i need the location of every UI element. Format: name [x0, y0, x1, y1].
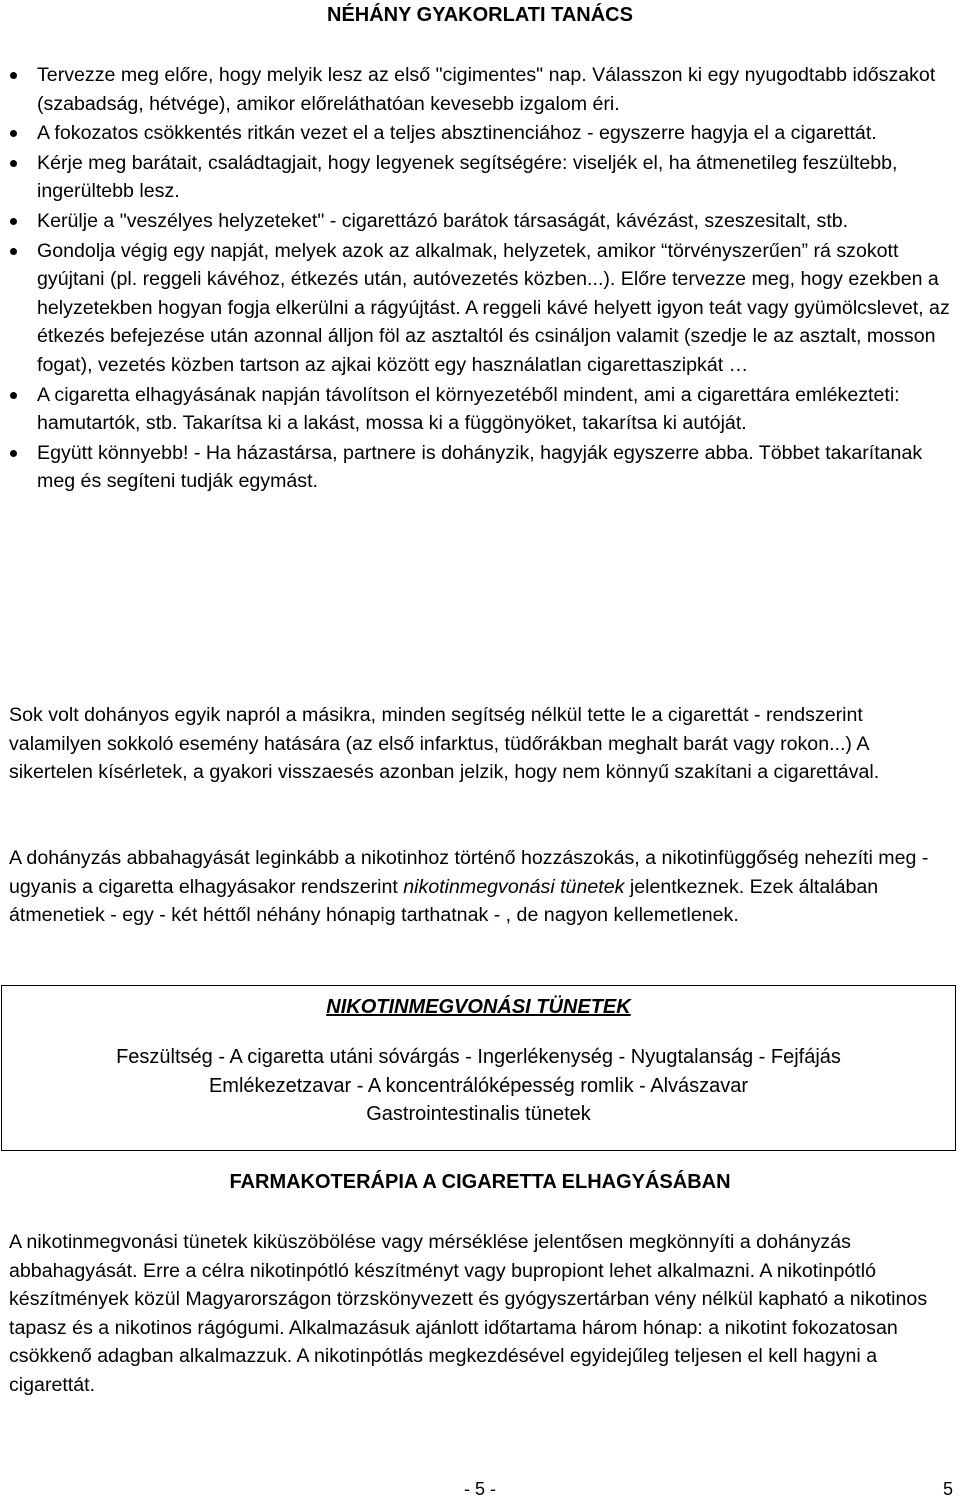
section-heading: FARMAKOTERÁPIA A CIGARETTA ELHAGYÁSÁBAN	[229, 1171, 731, 1193]
paragraph-quitting: Sok volt dohányos egyik napról a másikra, minden segítség nélkül tette le a cigarettát - rendszerint valamilyen sokkoló esemény hatására (az első infarktus, tüdőrákban meghalt barát vagy rokon...) A sikertelen kísérletek, a gyakori visszaesés azonban jelzik, hogy nem könnyű szakítani a cigarettával.	[9, 704, 880, 784]
bullet-icon	[10, 72, 17, 79]
page-title: NÉHÁNY GYAKORLATI TANÁCS	[327, 4, 633, 26]
bullet-icon	[10, 450, 17, 457]
tip-text: Kerülje a "veszélyes helyzeteket" - cigarettázó barátok társaságát, kávézást, szeszesitalt, stb.	[37, 209, 849, 232]
emphasized-term: nikotinmegvonási tünetek	[403, 875, 625, 898]
tip-text: A fokozatos csökkentés ritkán vezet el a teljes absztinenciához - egyszerre hagyja el a cigarettát.	[37, 122, 877, 145]
bullet-icon	[10, 160, 17, 167]
bullet-icon	[10, 392, 17, 399]
list-item	[0, 61, 960, 118]
symptom-line: Gastrointestinalis tünetek	[366, 1103, 591, 1125]
symptom-line: Feszültség - A cigaretta utáni sóvárgás - Ingerlékenység - Nyugtalanság - Fejfájás	[116, 1046, 841, 1068]
tip-text: Együtt könnyebb! - Ha házastársa, partnere is dohányzik, hagyják egyszerre abba. Többet takarítanak meg és segíteni tudják egymást.	[37, 441, 923, 493]
tip-text: A cigaretta elhagyásának napján távolítson el környezetéből mindent, ami a cigarettára emlékezteti: hamutartók, stb. Takarítsa ki a lakást, mossa ki a függönyöket, takarítsa ki autóját.	[37, 383, 900, 435]
paragraph-dependence	[9, 844, 955, 930]
paragraph-text: A dohányzás abbahagyását leginkább a nikotinhoz történő hozzászokás, a nikotinfüggőség nehezíti meg - ugyanis a cigaretta elhagyásakor rendszerint	[9, 847, 929, 898]
paragraph-pharmacotherapy: A nikotinmegvonási tünetek kiküszöbölése vagy mérséklése jelentősen megkönnyíti a dohányzás abbahagyását. Erre a célra nikotinpótló készítményt vagy bupropiont lehet alkalmazni. A nikotinpótló készítmények közül Magyarországon törzskönyvezett és gyógyszertárban vény nélkül kapható a nikotinos tapasz és a nikotinos rágógumi. Alkalmazásuk ajánlott időtartama három hónap: a nikotint fokozatosan csökkenő adagban alkalmazzuk. A nikotinpótlás megkezdésével egyidejűleg teljesen el kell hagyni a cigarettát.	[9, 1231, 928, 1396]
box-title: NIKOTINMEGVONÁSI TÜNETEK	[326, 996, 631, 1018]
tips-list	[0, 61, 960, 497]
paragraph-text: jelentkeznek. Ezek általában átmenetiek - egy - két héttől néhány hónapig tarthatnak - , de nagyon kellemetlenek.	[9, 875, 879, 927]
list-item	[0, 381, 960, 438]
bullet-icon	[10, 248, 17, 255]
tip-text: Kérje meg barátait, családtagjait, hogy legyenek segítségére: viseljék el, ha átmenetileg feszültebb, ingerültebb lesz.	[37, 151, 898, 203]
page-number-center: - 5 -	[463, 1479, 496, 1499]
list-item	[0, 149, 960, 206]
list-item	[0, 237, 960, 380]
list-item	[0, 119, 960, 148]
symptom-lines	[2, 1043, 955, 1129]
withdrawal-symptoms-box	[1, 985, 956, 1151]
tip-text: Gondolja végig egy napját, melyek azok az alkalmak, helyzetek, amikor “törvényszerűen” rá szokott gyújtani (pl. reggeli kávéhoz, étkezés után, autóvezetés közben...). Előre tervezze meg, hogy ezekben a helyzetekben hogyan fogja elkerülni a rágyújtást. A reggeli kávé helyett igyon teát vagy gyümölcslevet, az étkezés befejezése után azonnal álljon föl az asztaltól és csináljon valamit (szedje le az asztalt, mosson fogat), vezetés közben tartson az ajkai között egy használatlan cigarettaszipkát …	[37, 239, 950, 376]
page-number-right: 5	[942, 1479, 953, 1499]
tip-text: Tervezze meg előre, hogy melyik lesz az első "cigimentes" nap. Válasszon ki egy nyugodtabb időszakot (szabadság, hétvége), amikor előreláthatóan kevesebb izgalom éri.	[37, 64, 936, 115]
list-item	[0, 207, 960, 236]
list-item	[0, 439, 960, 496]
bullet-icon	[10, 218, 17, 225]
bullet-icon	[10, 130, 17, 137]
symptom-line: Emlékezetzavar - A koncentrálóképesség romlik - Alvászavar	[208, 1074, 749, 1097]
